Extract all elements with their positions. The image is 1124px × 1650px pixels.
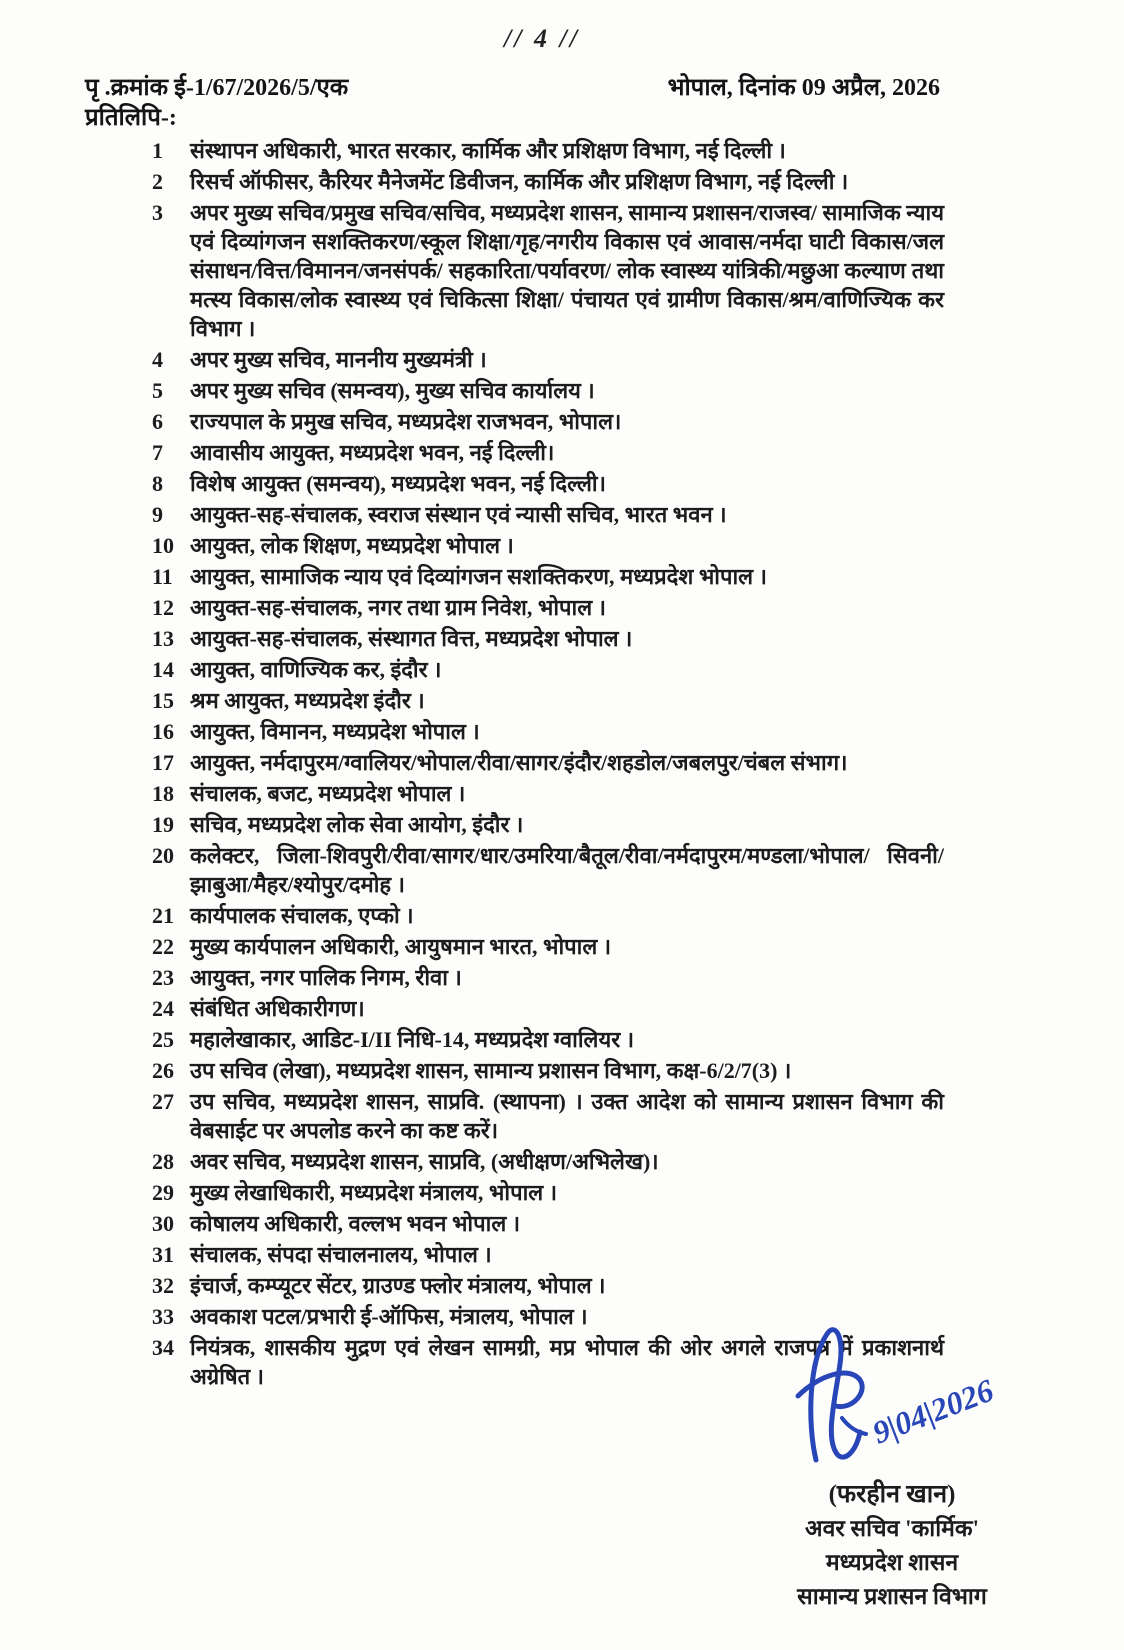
list-item bbox=[152, 624, 944, 653]
signatory-government: मध्यप्रदेश शासन bbox=[825, 1550, 959, 1575]
list-item-number: 12 bbox=[152, 595, 174, 620]
list-item-text: संचालक, संपदा संचालनालय, भोपाल । bbox=[190, 1242, 492, 1267]
list-item-text: आवासीय आयुक्त, मध्यप्रदेश भवन, नई दिल्ली। bbox=[190, 440, 555, 465]
list-item-number: 16 bbox=[152, 719, 174, 744]
list-item bbox=[152, 1209, 944, 1238]
signatory-designation: अवर सचिव 'कार्मिक' bbox=[805, 1516, 979, 1541]
list-item-text: संचालक, बजट, मध्यप्रदेश भोपाल । bbox=[190, 781, 466, 806]
list-item-text: मुख्य कार्यपालन अधिकारी, आयुषमान भारत, भोपाल । bbox=[190, 934, 612, 959]
list-item-number: 5 bbox=[152, 378, 163, 403]
list-item-number: 22 bbox=[152, 934, 174, 959]
list-item-number: 3 bbox=[152, 200, 163, 225]
signature-ink bbox=[782, 1322, 1052, 1482]
list-item-text: अपर मुख्य सचिव/प्रमुख सचिव/सचिव, मध्यप्रदेश शासन, सामान्य प्रशासन/राजस्व/ सामाजिक न्याय एवं दिव्यांगजन सशक्तिकरण/स्कूल शिक्षा/गृह/नगरीय विकास एवं आवास/नर्मदा घाटी विकास/जल संसाधन/वित्त/विमानन/जनसंपर्क/ सहकारिता/पर्यावरण/ लोक स्वास्थ्य यांत्रिकी/मछुआ कल्याण तथा मत्स्य विकास/लोक स्वास्थ्य एवं चिकित्सा शिक्षा/ पंचायत एवं ग्रामीण विकास/श्रम/वाणिज्यिक कर विभाग । bbox=[190, 200, 944, 341]
list-item bbox=[152, 1178, 944, 1207]
list-item-text: श्रम आयुक्त, मध्यप्रदेश इंदौर । bbox=[190, 688, 425, 713]
list-item bbox=[152, 345, 944, 374]
list-item-text: अपर मुख्य सचिव (समन्वय), मुख्य सचिव कार्यालय । bbox=[190, 378, 595, 403]
list-item bbox=[152, 1240, 944, 1269]
list-item-text: आयुक्त-सह-संचालक, स्वराज संस्थान एवं न्यासी सचिव, भारत भवन । bbox=[190, 502, 727, 527]
copy-to-label: प्रतिलिपि-: bbox=[85, 105, 177, 131]
list-item-number: 29 bbox=[152, 1180, 174, 1205]
list-item bbox=[152, 1271, 944, 1300]
list-item-number: 8 bbox=[152, 471, 163, 496]
list-item-number: 4 bbox=[152, 347, 163, 372]
list-item bbox=[152, 438, 944, 467]
list-item-text: संस्थापन अधिकारी, भारत सरकार, कार्मिक और प्रशिक्षण विभाग, नई दिल्ली । bbox=[190, 138, 786, 163]
list-item bbox=[152, 748, 944, 777]
signature-block bbox=[718, 1478, 1066, 1614]
list-item-number: 31 bbox=[152, 1242, 174, 1267]
list-item bbox=[152, 717, 944, 746]
list-item-number: 27 bbox=[152, 1089, 174, 1114]
list-item-number: 7 bbox=[152, 440, 163, 465]
list-item-number: 30 bbox=[152, 1211, 174, 1236]
list-item-text: आयुक्त, लोक शिक्षण, मध्यप्रदेश भोपाल । bbox=[190, 533, 514, 558]
list-item bbox=[152, 810, 944, 839]
list-item-number: 25 bbox=[152, 1027, 174, 1052]
list-item-text: राज्यपाल के प्रमुख सचिव, मध्यप्रदेश राजभवन, भोपाल। bbox=[190, 409, 622, 434]
list-item-number: 2 bbox=[152, 169, 163, 194]
list-item-number: 13 bbox=[152, 626, 174, 651]
list-item-number: 9 bbox=[152, 502, 163, 527]
signature-handwritten-date: 9|04|2026 bbox=[867, 1371, 999, 1451]
list-item bbox=[152, 562, 944, 591]
list-item bbox=[152, 531, 944, 560]
list-item bbox=[152, 1025, 944, 1054]
list-item bbox=[152, 994, 944, 1023]
list-item bbox=[152, 593, 944, 622]
reference-number: पृ .क्रमांक ई-1/67/2026/5/एक bbox=[85, 75, 349, 101]
list-item-number: 10 bbox=[152, 533, 174, 558]
list-item bbox=[152, 198, 944, 343]
list-item-number: 17 bbox=[152, 750, 174, 775]
list-item-number: 26 bbox=[152, 1058, 174, 1083]
list-item-number: 6 bbox=[152, 409, 163, 434]
list-item-text: मुख्य लेखाधिकारी, मध्यप्रदेश मंत्रालय, भोपाल । bbox=[190, 1180, 558, 1205]
list-item bbox=[152, 1056, 944, 1085]
list-item-text: आयुक्त-सह-संचालक, संस्थागत वित्त, मध्यप्रदेश भोपाल । bbox=[190, 626, 633, 651]
list-item bbox=[152, 779, 944, 808]
list-item-number: 19 bbox=[152, 812, 174, 837]
list-item bbox=[152, 1087, 944, 1145]
list-item-text: अवर सचिव, मध्यप्रदेश शासन, साप्रवि, (अधीक्षण/अभिलेख)। bbox=[190, 1149, 659, 1174]
list-item bbox=[152, 686, 944, 715]
list-item-text: इंचार्ज, कम्प्यूटर सेंटर, ग्राउण्ड फ्लोर मंत्रालय, भोपाल । bbox=[190, 1273, 606, 1298]
list-item-text: उप सचिव, मध्यप्रदेश शासन, साप्रवि. (स्थापना) । उक्त आदेश को सामान्य प्रशासन विभाग की वेबसाईट पर अपलोड करने का कष्ट करें। bbox=[190, 1089, 944, 1143]
list-item-text: रिसर्च ऑफीसर, कैरियर मैनेजमेंट डिवीजन, कार्मिक और प्रशिक्षण विभाग, नई दिल्ली । bbox=[190, 169, 849, 194]
list-item-text: महालेखाकार, आडिट-I/II निधि-14, मध्यप्रदेश ग्वालियर । bbox=[190, 1027, 635, 1052]
list-item-text: नियंत्रक, शासकीय मुद्रण एवं लेखन सामग्री, मप्र भोपाल की ओर अगले राजपत्र में प्रकाशनार्थ अग्रेषित । bbox=[190, 1335, 944, 1389]
list-item bbox=[152, 932, 944, 961]
signatory-name: (फरहीन खान) bbox=[828, 1481, 956, 1508]
list-item-number: 33 bbox=[152, 1304, 174, 1329]
list-item-text: आयुक्त-सह-संचालक, नगर तथा ग्राम निवेश, भोपाल । bbox=[190, 595, 606, 620]
list-item-number: 15 bbox=[152, 688, 174, 713]
place-and-date: भोपाल, दिनांक 09 अप्रैल, 2026 bbox=[667, 75, 940, 101]
list-item-number: 20 bbox=[152, 843, 174, 868]
list-item bbox=[152, 1147, 944, 1176]
list-item-text: आयुक्त, नगर पालिक निगम, रीवा । bbox=[190, 965, 462, 990]
list-item-text: विशेष आयुक्त (समन्वय), मध्यप्रदेश भवन, नई दिल्ली। bbox=[190, 471, 606, 496]
list-item bbox=[152, 136, 944, 165]
list-item-number: 1 bbox=[152, 138, 163, 163]
list-item-number: 11 bbox=[152, 564, 173, 589]
list-item-text: अपर मुख्य सचिव, माननीय मुख्यमंत्री । bbox=[190, 347, 487, 372]
list-item bbox=[152, 963, 944, 992]
list-item-text: आयुक्त, वाणिज्यिक कर, इंदौर । bbox=[190, 657, 442, 682]
list-item bbox=[152, 841, 944, 899]
list-item-text: कलेक्टर, जिला-शिवपुरी/रीवा/सागर/धार/उमरिया/बैतूल/रीवा/नर्मदापुरम/मण्डला/भोपाल/ सिवनी/झाबुआ/मैहर/श्योपुर/दमोह । bbox=[190, 843, 944, 897]
list-item bbox=[152, 500, 944, 529]
list-item bbox=[152, 655, 944, 684]
list-item-text: उप सचिव (लेखा), मध्यप्रदेश शासन, सामान्य प्रशासन विभाग, कक्ष-6/2/7(3) । bbox=[190, 1058, 792, 1083]
list-item-text: कोषालय अधिकारी, वल्लभ भवन भोपाल । bbox=[190, 1211, 521, 1236]
list-item bbox=[152, 376, 944, 405]
list-item-text: अवकाश पटल/प्रभारी ई-ऑफिस, मंत्रालय, भोपाल । bbox=[190, 1304, 588, 1329]
list-item-text: आयुक्त, नर्मदापुरम/ग्वालियर/भोपाल/रीवा/सागर/इंदौर/शहडोल/जबलपुर/चंबल संभाग। bbox=[190, 750, 848, 775]
list-item-number: 32 bbox=[152, 1273, 174, 1298]
list-item-number: 21 bbox=[152, 903, 174, 928]
header-row bbox=[85, 70, 940, 103]
list-item-text: संबंधित अधिकारीगण। bbox=[190, 996, 365, 1021]
list-item-number: 24 bbox=[152, 996, 174, 1021]
list-item bbox=[152, 407, 944, 436]
list-item-text: आयुक्त, सामाजिक न्याय एवं दिव्यांगजन सशक्तिकरण, मध्यप्रदेश भोपाल । bbox=[190, 564, 767, 589]
list-item-number: 23 bbox=[152, 965, 174, 990]
list-item-text: कार्यपालक संचालक, एप्को । bbox=[190, 903, 414, 928]
list-item-number: 14 bbox=[152, 657, 174, 682]
list-item bbox=[152, 901, 944, 930]
recipient-list bbox=[152, 136, 944, 1393]
list-item-number: 34 bbox=[152, 1335, 174, 1360]
list-item-number: 28 bbox=[152, 1149, 174, 1174]
list-item-text: सचिव, मध्यप्रदेश लोक सेवा आयोग, इंदौर । bbox=[190, 812, 524, 837]
page-number: // 4 // bbox=[504, 24, 580, 53]
list-item-number: 18 bbox=[152, 781, 174, 806]
list-item bbox=[152, 469, 944, 498]
list-item-text: आयुक्त, विमानन, मध्यप्रदेश भोपाल । bbox=[190, 719, 480, 744]
signatory-department: सामान्य प्रशासन विभाग bbox=[797, 1584, 987, 1609]
list-item bbox=[152, 167, 944, 196]
